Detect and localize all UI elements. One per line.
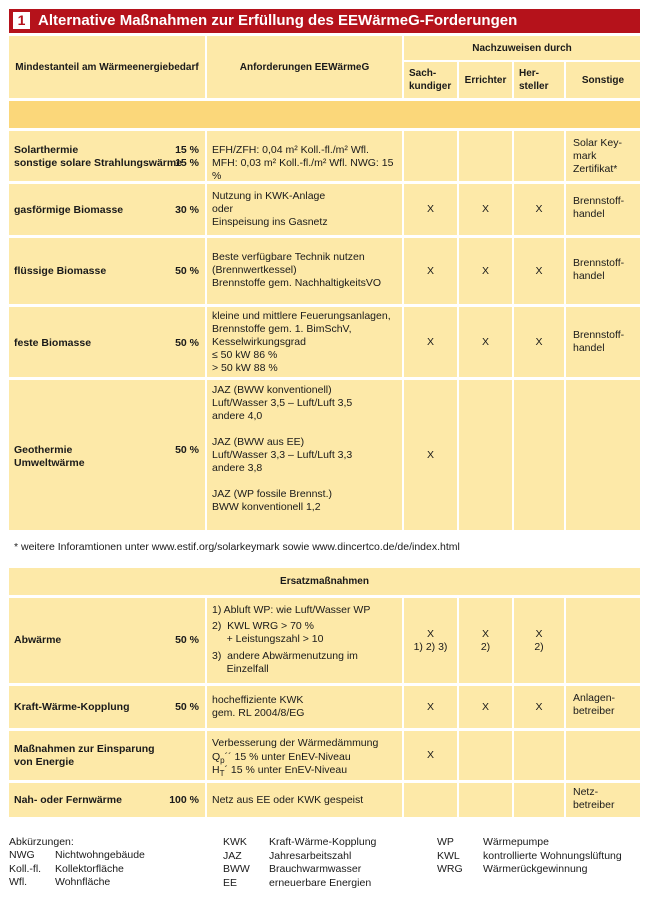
abbr-entry [223,836,376,850]
abbr-key: EE [223,876,238,889]
ersatz-pct: 50 % [175,634,199,646]
abbr-entry [223,850,376,864]
row-name-cell [9,307,205,377]
abbr-entry [9,849,145,863]
row-sonst: Brennstoff- handel [573,329,625,354]
row-err [459,380,512,530]
row-sonst-cell [566,238,640,304]
footnote: * weitere Inforamtionen unter www.estif.org/solarkeymark sowie www.dincertco.de/de/index.html [14,541,460,553]
row-sach [404,131,457,181]
row-sach: X [404,380,457,530]
ersatz-anf-2: 2) KWL WRG > 70 % + Leistungszahl > 10 [212,620,324,645]
row-anf: JAZ (BWW konventionell) Luft/Wasser 3,5 – Luft/Luft 3,5 andere 4,0 JAZ (BWW aus EE) Luft/Wasser 3,3 – Luft/Luft 3,3 andere 3,8 JAZ (WP fossile Brennst.) BWW konventionell 1,2 [212,384,353,513]
row-pct: 50 % [175,337,199,349]
symbol-h-sub: T [219,769,225,779]
ersatz-name: Maßnahmen zur Einsparung von Energie [14,743,155,768]
abbr-key: NWG [9,849,35,861]
header-nach: Nachzuweisen durch [404,36,640,60]
abbr-value: Kollektorfläche [55,862,124,875]
table-number: 1 [13,12,30,29]
row-name: Geothermie Umweltwärme [14,444,85,469]
abbr-entry [437,836,622,850]
ersatz-sach: X [404,686,457,728]
ersatz-err [459,783,512,817]
ersatz-anf-cell [207,783,402,817]
header-band [9,101,640,128]
ersatz-sach [404,783,457,817]
row-sonst: Solar Key- mark Zertifikat* [573,137,623,175]
abbr-value: Jahresarbeitszahl [269,849,352,862]
abbr-value: Kraft-Wärme-Kopplung [269,836,377,848]
abbr-key: KWK [223,836,247,848]
ersatz-anf-3: 3) andere Abwärmenutzung im Einzelfall [212,650,358,675]
ersatz-her [514,731,564,780]
ersatz-sonst [566,598,640,683]
abbr-entry [9,863,145,877]
abbr-value: Nichtwohngebäude [55,849,145,861]
row-her [514,380,564,530]
row-her [514,131,564,181]
row-sonst: Brennstoff- handel [573,195,625,220]
row-anf: Nutzung in KWK-Anlage oder Einspeisung ins Gasnetz [212,190,328,228]
ersatz-anf-line3 [212,764,347,780]
ersatz-name-cell [9,686,205,728]
row-err: X [459,307,512,377]
abbr-key: KWL [437,849,460,862]
abbr-value: Wohnfläche [55,876,111,888]
row-err [459,131,512,181]
row-sonst [566,380,640,530]
row-sach: X [404,307,457,377]
abbr-entry [437,863,622,877]
row-sach: X [404,238,457,304]
row-pct: 30 % [175,204,199,216]
title-bar [9,9,640,33]
ersatz-anf-cell [207,598,402,683]
ersatz-anf-cell [207,686,402,728]
abbreviations-col3 [437,836,622,877]
row-name-cell [9,131,205,181]
row-sach: X [404,184,457,235]
abbr-value: Wärmepumpe [483,836,549,848]
row-name: Solarthermie sonstige solare Strahlungswärme [14,144,183,169]
row-her: X [514,307,564,377]
abbreviations-col2 [223,836,376,890]
header-sach: Sach- kundiger [404,62,457,98]
row-anf: kleine und mittlere Feuerungsanlagen, Brennstoffe gem. 1. BimSchV, Kesselwirkungsgrad ≤ 50 kW 86 % > 50 kW 88 % [212,310,391,374]
row-sonst: Brennstoff- handel [573,257,625,282]
ersatz-err: X [459,686,512,728]
abbreviations-heading: Abkürzungen: [9,836,74,848]
abbr-entry [9,876,145,890]
ersatz-sonst-cell [566,783,640,817]
row-anf-cell [207,380,402,530]
symbol-h: H [212,764,220,776]
row-anf-cell [207,238,402,304]
ersatz-sach: X 1) 2) 3) [404,598,457,683]
row-anf-cell [207,307,402,377]
symbol-q: Q [212,751,221,763]
row-err: X [459,238,512,304]
row-name: gasförmige Biomasse [14,204,124,216]
ersatz-pct: 50 % [175,701,199,713]
ersatz-err: X 2) [459,598,512,683]
row-name-cell [9,184,205,235]
row-pct: 15 % 15 % [175,144,199,169]
row-her: X [514,238,564,304]
abbr-key: Koll.-fl. [9,862,42,875]
ersatz-anf-cell [207,731,402,780]
ersatz-sonst [566,731,640,780]
abbr-key: WP [437,836,454,848]
header-anf: Anforderungen EEWärmeG [207,36,402,98]
header-sonst: Sonstige [566,62,640,98]
row-anf: Beste verfügbare Technik nutzen (Brennwertkessel) Brennstoffe gem. NachhaltigkeitsVO [212,251,382,289]
ersatz-sonst: Anlagen- betreiber [573,692,616,717]
abbr-value: Wärmerückgewinnung [483,863,588,875]
ersatz-sonst: Netz- betreiber [573,786,615,811]
abbr-entry [223,877,376,891]
ersatz-name: Nah- oder Fernwärme [14,794,122,806]
row-anf-cell [207,184,402,235]
ersatz-anf: hocheffiziente KWK gem. RL 2004/8/EG [212,694,305,719]
ersatz-anf-line2-text: ´´ 15 % unter EnEV-Niveau [224,751,351,763]
row-sonst-cell [566,307,640,377]
ersatz-err [459,731,512,780]
row-pct: 50 % [175,265,199,277]
row-name: feste Biomasse [14,337,92,349]
ersatz-name: Abwärme [14,634,62,646]
row-name-cell [9,380,205,530]
row-name-cell [9,238,205,304]
abbr-value: erneuerbare Energien [269,876,372,889]
ersatz-her [514,783,564,817]
row-pct: 50 % [175,444,199,456]
ersatz-sach: X [404,731,457,780]
row-name: flüssige Biomasse [14,265,107,277]
row-anf-cell [207,131,402,181]
abbr-key: WRG [437,863,463,875]
abbr-key: BWW [223,863,250,875]
row-anf: EFH/ZFH: 0,04 m² Koll.-fl./m² Wfl. MFH: 0,03 m² Koll.-fl./m² Wfl. NWG: 15 % [212,144,394,182]
ersatz-anf-1: 1) Abluft WP: wie Luft/Wasser WP [212,604,371,616]
abbr-value: kontrollierte Wohnungslüftung [483,849,622,862]
abbr-key: Wfl. [9,876,28,888]
ersatz-name-cell [9,731,205,780]
table-title: Alternative Maßnahmen zur Erfüllung des EEWärmeG-Forderungen [38,12,518,29]
row-sonst-cell [566,184,640,235]
header-err: Errichter [459,62,512,98]
ersatz-her: X [514,686,564,728]
ersatz-header: Ersatzmaßnahmen [9,568,640,595]
ersatz-name-cell [9,598,205,683]
symbol-q-sub: p [220,756,225,766]
ersatz-anf-line1: Verbesserung der Wärmedämmung [212,737,379,749]
header-her: Her- steller [514,62,564,98]
abbreviations-col1 [9,849,145,890]
row-sonst-cell [566,131,640,181]
ersatz-pct: 100 % [169,794,199,806]
ersatz-name: Kraft-Wärme-Kopplung [14,701,130,713]
row-her: X [514,184,564,235]
ersatz-her: X 2) [514,598,564,683]
header-min: Mindestanteil am Wärmeenergiebedarf [9,36,205,98]
abbr-value: Brauchwarmwasser [269,863,362,875]
abbr-entry [437,850,622,864]
ersatz-anf: Netz aus EE oder KWK gespeist [212,794,364,806]
row-err: X [459,184,512,235]
abbr-entry [223,863,376,877]
ersatz-anf-line3-text: ´ 15 % unter EnEV-Niveau [224,764,348,776]
abbr-key: JAZ [223,849,242,862]
ersatz-name-cell [9,783,205,817]
ersatz-sonst-cell [566,686,640,728]
